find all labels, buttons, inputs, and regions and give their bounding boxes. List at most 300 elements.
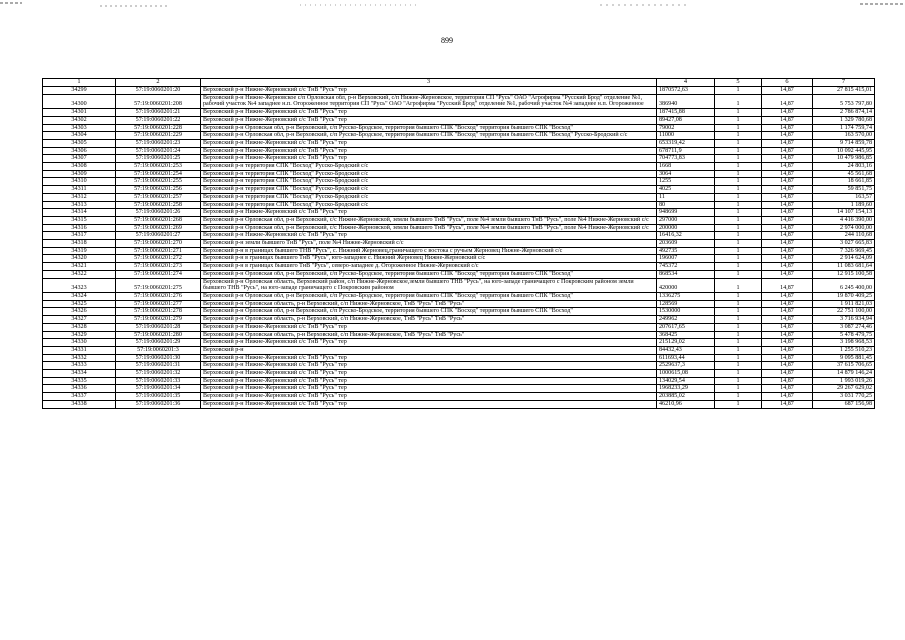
cadastral-value: 24 803,16	[813, 163, 875, 171]
column-header: 4	[657, 79, 715, 87]
cadastral-value: 687 156,98	[813, 400, 875, 408]
row-number: 34309	[43, 170, 116, 178]
location-description: Верховский р-н в границах бывшего ТнВ "Русь", юго-западнее с. Нижний Жерновец Нижне-Жерновский с/с	[201, 255, 657, 263]
cadastral-value: 12 915 100,58	[813, 270, 875, 278]
land-plots-table	[42, 78, 875, 409]
rate: 14,87	[762, 87, 813, 95]
rate: 14,87	[762, 377, 813, 385]
rate: 14,87	[762, 109, 813, 117]
area-value: 492735	[657, 247, 715, 255]
cadastral-number: 57:19:0060201:256	[116, 186, 201, 194]
row-number: 34333	[43, 362, 116, 370]
table-row	[43, 300, 875, 308]
cadastral-value: 1 911 821,03	[813, 300, 875, 308]
cadastral-value: 7 326 969,45	[813, 247, 875, 255]
scan-header-artifact	[0, 0, 905, 12]
table-row	[43, 209, 875, 217]
rate: 14,87	[762, 178, 813, 186]
cadastral-value: 19 870 409,25	[813, 292, 875, 300]
coefficient: 1	[715, 377, 762, 385]
location-description: Верховский р-н Нижне-Жерновский с/с ТнВ "Русь" тер	[201, 393, 657, 401]
cadastral-value: 37 615 706,65	[813, 362, 875, 370]
location-description: Верховский р-н территория СПК "Восход" Русско-Бродский с/с	[201, 186, 657, 194]
table-row	[43, 186, 875, 194]
rate: 14,87	[762, 163, 813, 171]
cadastral-number: 57:19:0060201:258	[116, 201, 201, 209]
cadastral-number: 57:19:0060201:274	[116, 270, 201, 278]
area-value: 653319,42	[657, 139, 715, 147]
location-description: Верховский р-н Орловская обл, р-н Верховский, с/п Русско-Бродское, территория бывшего СПК "Восход" территория бывшего СПК "Восход" Русско-Бродский с/с	[201, 132, 657, 140]
coefficient: 1	[715, 124, 762, 132]
cadastral-value: 5 753 797,80	[813, 94, 875, 108]
location-description: Верховский р-н Нижне-Жерновский с/с ТнВ "Русь" тер	[201, 370, 657, 378]
cadastral-value: 3 198 968,53	[813, 339, 875, 347]
rate: 14,87	[762, 354, 813, 362]
cadastral-value: 1 993 019,26	[813, 377, 875, 385]
row-number: 34316	[43, 224, 116, 232]
column-header: 5	[715, 79, 762, 87]
location-description: Верховский р-н Нижне-Жерновский с/с ТнВ "Русь" тер	[201, 87, 657, 95]
row-number: 34328	[43, 323, 116, 331]
table-row	[43, 216, 875, 224]
coefficient: 1	[715, 362, 762, 370]
row-number: 34301	[43, 109, 116, 117]
cadastral-number: 57:19:0060201:30	[116, 354, 201, 362]
cadastral-value: 1 329 780,68	[813, 116, 875, 124]
area-value: 1668	[657, 163, 715, 171]
area-value: 207617,65	[657, 323, 715, 331]
rate: 14,87	[762, 193, 813, 201]
coefficient: 1	[715, 270, 762, 278]
cadastral-number: 57:19:0060201:24	[116, 147, 201, 155]
rate: 14,87	[762, 370, 813, 378]
coefficient: 1	[715, 278, 762, 292]
location-description: Верховский р-н Нижне-Жерновский с/с ТнВ "Русь" тер	[201, 323, 657, 331]
row-number: 34324	[43, 292, 116, 300]
cadastral-number: 57:19:0060201:276	[116, 292, 201, 300]
cadastral-number: 57:19:0060201:271	[116, 247, 201, 255]
cadastral-number: 57:19:0060201:3	[116, 346, 201, 354]
coefficient: 1	[715, 370, 762, 378]
area-value: 200000	[657, 224, 715, 232]
cadastral-number: 57:19:0060201:32	[116, 370, 201, 378]
area-value: 46210,96	[657, 400, 715, 408]
rate: 14,87	[762, 124, 813, 132]
table-row	[43, 201, 875, 209]
location-description: Верховский р-н территория СПК "Восход" Русско-Бродский с/с	[201, 178, 657, 186]
row-number: 34311	[43, 186, 116, 194]
cadastral-number: 57:19:0060201:21	[116, 109, 201, 117]
cadastral-number: 57:19:0060201:26	[116, 209, 201, 217]
cadastral-number: 57:19:0060201:27	[116, 232, 201, 240]
area-value: 948699	[657, 209, 715, 217]
area-value: 420000	[657, 278, 715, 292]
cadastral-number: 57:19:0060201:275	[116, 278, 201, 292]
table-row	[43, 377, 875, 385]
cadastral-number: 57:19:0060201:255	[116, 178, 201, 186]
area-value: 11	[657, 193, 715, 201]
rate: 14,87	[762, 201, 813, 209]
coefficient: 1	[715, 292, 762, 300]
area-value: 1968233,29	[657, 385, 715, 393]
area-value: 3064	[657, 170, 715, 178]
table-row	[43, 292, 875, 300]
location-description: Верховский р-н Нижне-Жерновский с/с ТнВ "Русь" тер	[201, 232, 657, 240]
cadastral-value: 18 661,85	[813, 178, 875, 186]
table-row	[43, 247, 875, 255]
coefficient: 1	[715, 193, 762, 201]
row-number: 34315	[43, 216, 116, 224]
cadastral-value: 3 716 934,94	[813, 316, 875, 324]
row-number: 34320	[43, 255, 116, 263]
area-value: 678711,9	[657, 147, 715, 155]
row-number: 34336	[43, 385, 116, 393]
table-body	[43, 87, 875, 409]
cadastral-value: 11 083 681,64	[813, 263, 875, 271]
row-number: 34334	[43, 370, 116, 378]
row-number: 34306	[43, 147, 116, 155]
cadastral-number: 57:19:0060201:268	[116, 216, 201, 224]
area-value: 79002	[657, 124, 715, 132]
cadastral-number: 57:19:0060201:254	[116, 170, 201, 178]
location-description: Верховский р-н Нижне-Жерновский с/с ТнВ "Русь" тер	[201, 377, 657, 385]
row-number: 34317	[43, 232, 116, 240]
table-row	[43, 87, 875, 95]
rate: 14,87	[762, 339, 813, 347]
cadastral-number: 57:19:0060201:272	[116, 255, 201, 263]
location-description: Верховский р-н Нижне-Жерновский с/с ТнВ "Русь" тер	[201, 139, 657, 147]
row-number: 34338	[43, 400, 116, 408]
row-number: 34319	[43, 247, 116, 255]
cadastral-value: 9 095 881,45	[813, 354, 875, 362]
rate: 14,87	[762, 385, 813, 393]
row-number: 34305	[43, 139, 116, 147]
cadastral-number: 57:19:0060201:29	[116, 339, 201, 347]
cadastral-value: 10 479 986,85	[813, 155, 875, 163]
location-description: Верховский р-н Нижне-Жерновский с/с ТнВ "Русь" тер	[201, 155, 657, 163]
cadastral-value: 244 110,68	[813, 232, 875, 240]
row-number: 34310	[43, 178, 116, 186]
row-number: 34307	[43, 155, 116, 163]
coefficient: 1	[715, 400, 762, 408]
coefficient: 1	[715, 240, 762, 248]
table-row	[43, 178, 875, 186]
coefficient: 1	[715, 178, 762, 186]
cadastral-number: 57:19:0060201:228	[116, 124, 201, 132]
location-description: Верховский р-н Нижне-Жерновский с/с ТнВ "Русь" тер	[201, 109, 657, 117]
coefficient: 1	[715, 339, 762, 347]
column-header: 7	[813, 79, 875, 87]
cadastral-value: 29 267 629,02	[813, 385, 875, 393]
cadastral-number: 57:19:0060201:253	[116, 163, 201, 171]
table-row	[43, 109, 875, 117]
row-number: 34325	[43, 300, 116, 308]
row-number: 34314	[43, 209, 116, 217]
rate: 14,87	[762, 270, 813, 278]
cadastral-value: 45 561,68	[813, 170, 875, 178]
table-row	[43, 163, 875, 171]
cadastral-number: 57:19:0060201:36	[116, 400, 201, 408]
area-value: 868534	[657, 270, 715, 278]
table-row	[43, 263, 875, 271]
area-value: 2529637,3	[657, 362, 715, 370]
location-description: Верховский р-н территория СПК "Восход" Русско-Бродский с/с	[201, 163, 657, 171]
cadastral-value: 22 751 100,00	[813, 308, 875, 316]
area-value: 249962	[657, 316, 715, 324]
table-row	[43, 400, 875, 408]
location-description: Верховский р-н Орловская обл, р-н Верховский, с/с Нижне-Жерновской, земли бывшего ТнВ "Русь", поле №4 земли бывшего ТнВ "Русь", поле №4 Нижне-Жерновский с/с	[201, 216, 657, 224]
location-description: Верховский р-н Орловская обл, р-н Верховский, с/п Русско-Бродское, территория бывшего СПК "Восход" территория бывшего СПК "Восход"	[201, 124, 657, 132]
cadastral-value: 59 851,75	[813, 186, 875, 194]
area-value: 368425	[657, 331, 715, 339]
row-number: 34299	[43, 87, 116, 95]
table-row	[43, 331, 875, 339]
cadastral-number: 57:19:0060201:279	[116, 316, 201, 324]
rate: 14,87	[762, 216, 813, 224]
location-description: Верховский р-н Орловская область, Верховский район, с/п Нижне-Жерновское,земли бывшего ТНВ "Русь", на юго-западе граничащего с Покровским районом земли бывшего ТНВ "Русь", на юго-западе граничащего с Покровским районом	[201, 278, 657, 292]
cadastral-number: 57:19:0060201:270	[116, 240, 201, 248]
area-value: 16416,32	[657, 232, 715, 240]
row-number: 34323	[43, 278, 116, 292]
row-number: 34321	[43, 263, 116, 271]
table-row	[43, 124, 875, 132]
column-header: 3	[201, 79, 657, 87]
table-row	[43, 354, 875, 362]
rate: 14,87	[762, 116, 813, 124]
cadastral-number: 57:19:0060201:20	[116, 87, 201, 95]
row-number: 34303	[43, 124, 116, 132]
table-row	[43, 255, 875, 263]
table-row	[43, 278, 875, 292]
location-description: Верховский р-н Нижне-Жерновский с/с ТнВ "Русь" тер	[201, 116, 657, 124]
coefficient: 1	[715, 216, 762, 224]
location-description: Верховский р-н Орловская область, р-н Верховский, с/п Нижне-Жерновское, ТнВ "Русь" ТнВ "Русь"	[201, 331, 657, 339]
location-description: Верховский р-н Орловская обл, р-н Верховский, с/п Русско-Бродское, территория бывшего СПК "Восход" территория бывшего СПК "Восход"	[201, 292, 657, 300]
rate: 14,87	[762, 224, 813, 232]
column-header: 1	[43, 79, 116, 87]
cadastral-number: 57:19:0060201:35	[116, 393, 201, 401]
cadastral-number: 57:19:0060201:33	[116, 377, 201, 385]
location-description: Верховский р-н Орловская область, р-н Верховский, с/п Нижне-Жерновское, ТнВ "Русь" ТнВ "Русь"	[201, 316, 657, 324]
cadastral-value: 3 087 274,46	[813, 323, 875, 331]
area-value: 215129,02	[657, 339, 715, 347]
coefficient: 1	[715, 346, 762, 354]
rate: 14,87	[762, 155, 813, 163]
cadastral-value: 14 879 146,24	[813, 370, 875, 378]
location-description: Верховский р-н Нижне-Жерновский с/с ТнВ "Русь" тер	[201, 400, 657, 408]
table-row	[43, 240, 875, 248]
page-number: 899	[441, 36, 453, 45]
column-header: 2	[116, 79, 201, 87]
rate: 14,87	[762, 132, 813, 140]
location-description: Верховский р-н в границах бывшего ТнВ "Русь", северо-западнее д. Огороженное Нижне-Жерновский с/с	[201, 263, 657, 271]
rate: 14,87	[762, 209, 813, 217]
table-row	[43, 224, 875, 232]
row-number: 34337	[43, 393, 116, 401]
area-value: 1255	[657, 178, 715, 186]
cadastral-value: 10 092 445,95	[813, 147, 875, 155]
cadastral-number: 57:19:0060201:31	[116, 362, 201, 370]
table-row	[43, 270, 875, 278]
table-row	[43, 339, 875, 347]
cadastral-value: 6 245 400,00	[813, 278, 875, 292]
coefficient: 1	[715, 109, 762, 117]
rate: 14,87	[762, 186, 813, 194]
cadastral-number: 57:19:0060201:278	[116, 308, 201, 316]
cadastral-number: 57:19:0060201:23	[116, 139, 201, 147]
coefficient: 1	[715, 209, 762, 217]
coefficient: 1	[715, 331, 762, 339]
rate: 14,87	[762, 316, 813, 324]
area-value: 704773,83	[657, 155, 715, 163]
cadastral-value: 1 255 510,23	[813, 346, 875, 354]
rate: 14,87	[762, 170, 813, 178]
coefficient: 1	[715, 139, 762, 147]
coefficient: 1	[715, 247, 762, 255]
area-value: 4025	[657, 186, 715, 194]
cadastral-number: 57:19:0060201:22	[116, 116, 201, 124]
location-description: Верховский р-н	[201, 346, 657, 354]
area-value: 1870572,63	[657, 87, 715, 95]
coefficient: 1	[715, 323, 762, 331]
cadastral-number: 57:19:0060201:28	[116, 323, 201, 331]
area-value: 297000	[657, 216, 715, 224]
table-row	[43, 316, 875, 324]
table-row	[43, 323, 875, 331]
table-row	[43, 232, 875, 240]
cadastral-value: 27 815 415,01	[813, 87, 875, 95]
area-value: 80	[657, 201, 715, 209]
area-value: 203885,02	[657, 393, 715, 401]
coefficient: 1	[715, 385, 762, 393]
location-description: Верховский р-н Орловская обл, р-н Верховский, с/с Нижне-Жерновской, земли бывшего ТнВ "Русь", поле №4 земли бывшего ТнВ "Русь", поле №4 Нижне-Жерновский с/с	[201, 224, 657, 232]
row-number: 34331	[43, 346, 116, 354]
rate: 14,87	[762, 346, 813, 354]
table-row	[43, 385, 875, 393]
coefficient: 1	[715, 354, 762, 362]
cadastral-value: 163 570,00	[813, 132, 875, 140]
location-description: Верховский р-н Орловская обл, р-н Верховский, с/п Русско-Бродское, территория бывшего СПК "Восход" территория бывшего СПК "Восход"	[201, 308, 657, 316]
coefficient: 1	[715, 186, 762, 194]
coefficient: 1	[715, 116, 762, 124]
coefficient: 1	[715, 393, 762, 401]
coefficient: 1	[715, 232, 762, 240]
rate: 14,87	[762, 247, 813, 255]
cadastral-value: 163,57	[813, 193, 875, 201]
rate: 14,87	[762, 147, 813, 155]
rate: 14,87	[762, 300, 813, 308]
coefficient: 1	[715, 170, 762, 178]
location-description: Верховский р-н Нижне-Жерновский с/с ТнВ "Русь" тер	[201, 385, 657, 393]
cadastral-number: 57:19:0060201:25	[116, 155, 201, 163]
coefficient: 1	[715, 94, 762, 108]
coefficient: 1	[715, 155, 762, 163]
cadastral-number: 57:19:0060201:229	[116, 132, 201, 140]
table-row	[43, 147, 875, 155]
table-row	[43, 94, 875, 108]
area-value: 187415,88	[657, 109, 715, 117]
table-row	[43, 362, 875, 370]
coefficient: 1	[715, 316, 762, 324]
cadastral-number: 57:19:0060201:269	[116, 224, 201, 232]
area-value: 1336275	[657, 292, 715, 300]
rate: 14,87	[762, 400, 813, 408]
cadastral-value: 3 027 665,83	[813, 240, 875, 248]
rate: 14,87	[762, 308, 813, 316]
area-value: 89427,08	[657, 116, 715, 124]
location-description: Верховский р-н Нижне-Жерновское с/п Орловская обл, р-н Верховский, с/п Нижне-Жерновское, территория СП "Русь" ОАО "Агрофирма "Русский Брод" отделение №1, рабочий участок №4 западнее н.п. Огороженное территория СП "Русь" ОАО "Агрофирма "Русский Брод" отделение №1, рабочий участок №4 западнее н.п. Огороженное	[201, 94, 657, 108]
row-number: 34304	[43, 132, 116, 140]
location-description: Верховский р-н Нижне-Жерновский с/с ТнВ "Русь" тер	[201, 147, 657, 155]
cadastral-value: 2 914 624,09	[813, 255, 875, 263]
area-value: 196007	[657, 255, 715, 263]
table-row	[43, 193, 875, 201]
rate: 14,87	[762, 232, 813, 240]
row-number: 34313	[43, 201, 116, 209]
rate: 14,87	[762, 323, 813, 331]
cadastral-number: 57:19:0060201:257	[116, 193, 201, 201]
rate: 14,87	[762, 362, 813, 370]
row-number: 34318	[43, 240, 116, 248]
table-row	[43, 155, 875, 163]
location-description: Верховский р-н территория СПК "Восход" Русско-Бродский с/с	[201, 193, 657, 201]
table-row	[43, 116, 875, 124]
cadastral-value: 9 714 859,78	[813, 139, 875, 147]
row-number: 34332	[43, 354, 116, 362]
coefficient: 1	[715, 224, 762, 232]
row-number: 34312	[43, 193, 116, 201]
location-description: Верховский р-н Нижне-Жерновский с/с ТнВ "Русь" тер	[201, 354, 657, 362]
cadastral-value: 1 174 759,74	[813, 124, 875, 132]
location-description: Верховский р-н Нижне-Жерновский с/с ТнВ "Русь" тер	[201, 339, 657, 347]
area-value: 1000615,08	[657, 370, 715, 378]
location-description: Верховский р-н Нижне-Жерновский с/с ТнВ "Русь" тер	[201, 362, 657, 370]
area-value: 611693,44	[657, 354, 715, 362]
location-description: Верховский р-н Орловская область, р-н Верховский, с/п Нижне-Жерновское, ТнВ "Русь" ТнВ "Русь"	[201, 300, 657, 308]
coefficient: 1	[715, 300, 762, 308]
coefficient: 1	[715, 255, 762, 263]
coefficient: 1	[715, 201, 762, 209]
area-value: 11000	[657, 132, 715, 140]
table-row	[43, 308, 875, 316]
row-number: 34327	[43, 316, 116, 324]
cadastral-value: 2 974 000,00	[813, 224, 875, 232]
cadastral-number: 57:19:0060201:277	[116, 300, 201, 308]
table-row	[43, 139, 875, 147]
area-value: 745372	[657, 263, 715, 271]
area-value: 386940	[657, 94, 715, 108]
table-row	[43, 393, 875, 401]
rate: 14,87	[762, 240, 813, 248]
row-number: 34322	[43, 270, 116, 278]
table-row	[43, 170, 875, 178]
coefficient: 1	[715, 263, 762, 271]
table-row	[43, 132, 875, 140]
cadastral-value: 1 189,60	[813, 201, 875, 209]
row-number: 34330	[43, 339, 116, 347]
coefficient: 1	[715, 87, 762, 95]
cadastral-number: 57:19:0060201:34	[116, 385, 201, 393]
row-number: 34308	[43, 163, 116, 171]
rate: 14,87	[762, 255, 813, 263]
cadastral-value: 4 416 390,00	[813, 216, 875, 224]
rate: 14,87	[762, 139, 813, 147]
cadastral-value: 5 478 479,75	[813, 331, 875, 339]
area-value: 134029,54	[657, 377, 715, 385]
cadastral-number: 57:19:0060201:208	[116, 94, 201, 108]
area-value: 84432,43	[657, 346, 715, 354]
coefficient: 1	[715, 132, 762, 140]
